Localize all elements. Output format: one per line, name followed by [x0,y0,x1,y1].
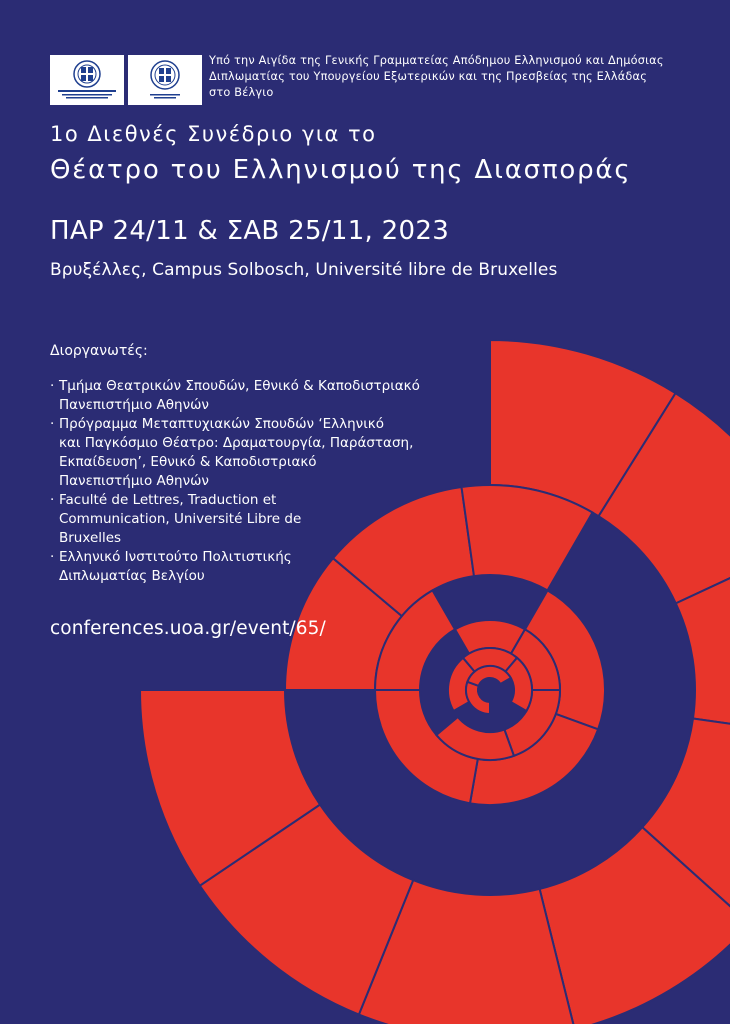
event-url[interactable]: conferences.uoa.gr/event/65/ [50,618,326,639]
event-venue: Βρυξέλλες, Campus Solbosch, Université libre de Bruxelles [50,260,558,280]
organizer-item: · Πρόγραμμα Μεταπτυχιακών Σπουδών ‘Ελληνικό και Παγκόσμιο Θέατρο: Δραματουργία, Παράσταση, Εκπαίδευση’, Εθνικό & Καποδιστριακό Πανεπιστήμιο Αθηνών [50,416,414,489]
event-dates: ΠΑΡ 24/11 & ΣΑΒ 25/11, 2023 [50,216,450,246]
patronage-text: Υπό την Αιγίδα της Γενικής Γραμματείας Απόδημου Ελληνισμού και Δημόσιας Διπλωματίας του Υπουργείου Εξωτερικών και της Πρεσβείας της Ελλάδας στο Βέλγιο [209,54,664,99]
greek-emblem-icon [52,57,122,103]
organizer-item: · Ελληνικό Ινστιτούτο Πολιτιστικής Διπλωματίας Βελγίου [50,549,292,584]
greek-emblem-icon [130,57,200,103]
embassy-logo [128,55,202,105]
organizer-item: · Τμήμα Θεατρικών Σπουδών, Εθνικό & Καποδιστριακό Πανεπιστήμιο Αθηνών [50,378,420,413]
ministry-logo [50,55,124,105]
organizers-label: Διοργανωτές: [50,343,148,359]
organizer-item: · Faculté de Lettres, Traduction et Communication, Université Libre de Bruxelles [50,492,302,546]
organizers-list [50,377,520,586]
conference-title-line1: 1ο Διεθνές Συνέδριο για το [50,122,377,146]
conference-title-line2: Θέατρο του Ελληνισμού της Διασποράς [50,155,632,185]
